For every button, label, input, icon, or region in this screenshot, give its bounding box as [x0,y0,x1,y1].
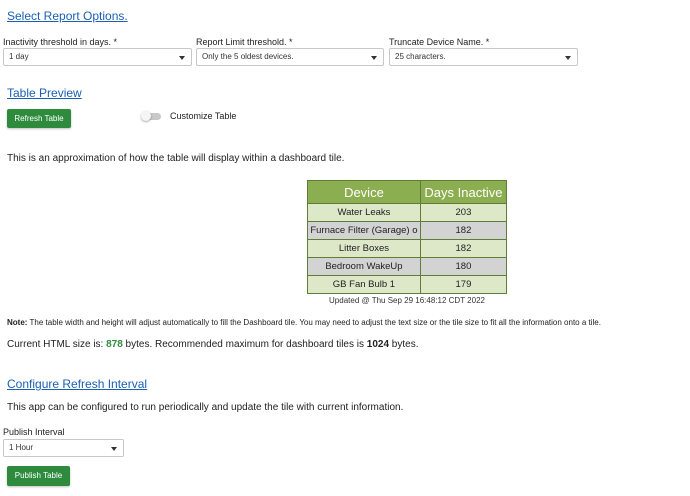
refresh-table-button[interactable]: Refresh Table [7,109,71,128]
device-cell: Litter Boxes [308,240,421,258]
device-cell: GB Fan Bulb 1 [308,276,421,294]
refresh-description: This app can be configured to run periodically and update the tile with current information. [7,402,404,413]
chevron-down-icon [371,56,377,60]
preview-table [307,180,507,294]
html-size-value: 878 [106,339,123,350]
publish-interval-select[interactable] [3,439,124,457]
report-limit-value: Only the 5 oldest devices. [202,52,294,61]
toggle-knob [141,111,151,121]
publish-interval-label: Publish Interval [3,427,65,437]
truncate-device-name-label: Truncate Device Name. * [389,37,490,47]
customize-table-toggle[interactable] [141,111,163,123]
note-body: The table width and height will adjust automatically to fill the Dashboard tile. You may need to adjust the text size or the tile size to fit all the information onto a tile. [27,318,601,327]
html-size-prefix: Current HTML size is: [7,339,107,350]
publish-interval-value: 1 Hour [9,443,34,452]
header-days-inactive: Days Inactive [420,181,506,204]
report-limit-label: Report Limit threshold. * [196,37,293,47]
days-cell: 179 [420,276,506,294]
table-row [308,222,507,240]
note-label: Note: [7,318,28,327]
report-limit-select[interactable] [196,48,384,66]
days-cell: 180 [420,258,506,276]
inactivity-threshold-select[interactable] [3,48,192,66]
truncate-device-name-select[interactable] [389,48,578,66]
inactivity-threshold-label: Inactivity threshold in days. * [3,37,118,47]
html-size-max: 1024 [366,339,390,350]
report-options-title[interactable]: Select Report Options. [7,9,128,23]
table-row [308,240,507,258]
approximation-text: This is an approximation of how the table will display within a dashboard tile. [7,153,345,164]
truncate-device-name-value: 25 characters. [395,52,446,61]
configure-refresh-interval-title[interactable]: Configure Refresh Interval [7,377,148,391]
updated-timestamp: Updated @ Thu Sep 29 16:48:12 CDT 2022 [329,296,485,305]
note-text [7,318,601,327]
chevron-down-icon [179,56,185,60]
device-cell: Bedroom WakeUp [308,258,421,276]
publish-table-button[interactable]: Publish Table [7,466,70,486]
days-cell: 203 [420,204,506,222]
chevron-down-icon [111,447,117,451]
chevron-down-icon [565,56,571,60]
html-size-text [7,339,419,350]
device-cell: Furnace Filter (Garage) o [308,222,421,240]
table-preview-title[interactable]: Table Preview [7,86,82,100]
device-cell: Water Leaks [308,204,421,222]
header-device: Device [308,181,421,204]
days-cell: 182 [420,240,506,258]
html-size-middle: bytes. Recommended maximum for dashboard tiles is [122,339,367,350]
table-row [308,258,507,276]
customize-table-label: Customize Table [170,111,237,121]
table-row [308,204,507,222]
html-size-suffix: bytes. [389,339,419,350]
table-row [308,276,507,294]
days-cell: 182 [420,222,506,240]
table-header-row [308,181,507,204]
inactivity-threshold-value: 1 day [9,52,29,61]
